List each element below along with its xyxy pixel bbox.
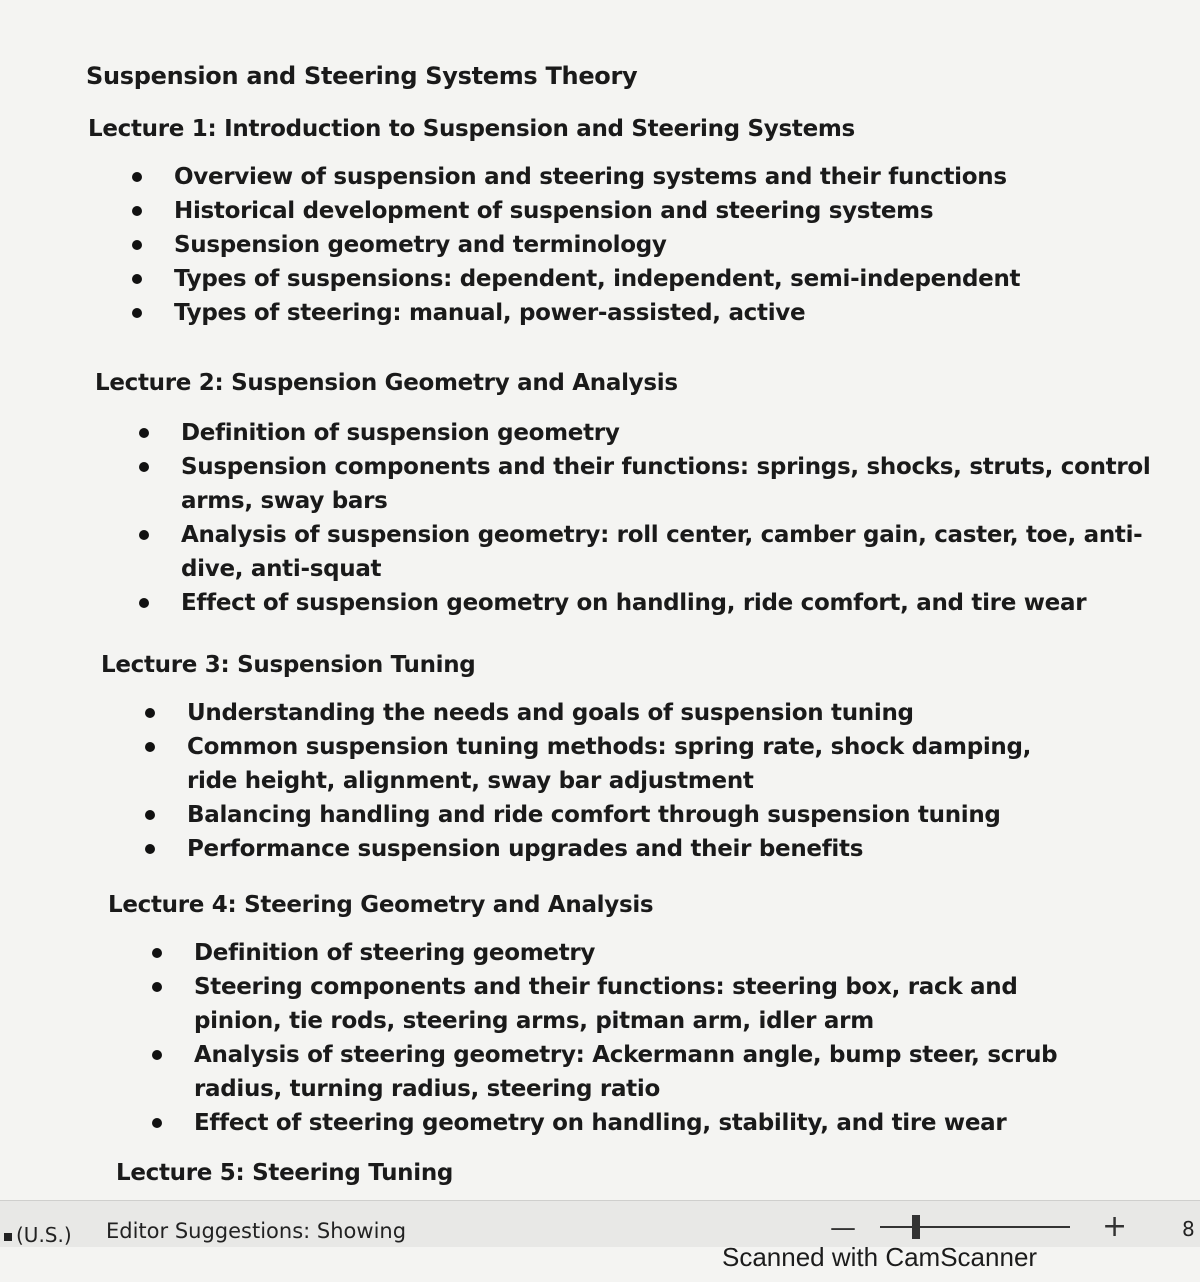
bullet-icon bbox=[139, 428, 149, 438]
bullet-icon bbox=[132, 308, 142, 318]
bullet-list bbox=[152, 936, 1092, 1140]
camscanner-watermark: Scanned with CamScanner bbox=[722, 1242, 1038, 1272]
bullet-icon bbox=[132, 240, 142, 250]
bullet-icon bbox=[145, 708, 155, 718]
lecture-heading: Lecture 3: Suspension Tuning bbox=[101, 652, 476, 678]
list-item: Suspension geometry and terminology bbox=[132, 228, 1128, 262]
bullet-icon bbox=[145, 844, 155, 854]
bullet-list bbox=[145, 696, 1045, 866]
bullet-icon bbox=[152, 1050, 162, 1060]
document-title: Suspension and Steering Systems Theory bbox=[86, 62, 638, 90]
lecture-4 bbox=[108, 892, 1158, 1140]
bullet-icon bbox=[152, 1118, 162, 1128]
list-item: Effect of steering geometry on handling, stability, and tire wear bbox=[152, 1106, 1092, 1140]
zoom-slider-thumb[interactable] bbox=[912, 1215, 920, 1239]
zoom-in-button[interactable]: + bbox=[1102, 1209, 1128, 1244]
bullet-icon bbox=[139, 462, 149, 472]
list-item: Performance suspension upgrades and their benefits bbox=[145, 832, 1045, 866]
zoom-slider-track[interactable] bbox=[880, 1226, 1070, 1228]
editor-suggestions-status[interactable]: Editor Suggestions: Showing bbox=[106, 1219, 407, 1243]
status-bar bbox=[0, 1200, 1200, 1247]
lecture-1 bbox=[88, 116, 1128, 330]
list-item: Overview of suspension and steering systems and their functions bbox=[132, 160, 1128, 194]
zoom-out-button[interactable]: — bbox=[830, 1213, 856, 1243]
lecture-heading: Lecture 4: Steering Geometry and Analysis bbox=[108, 892, 654, 918]
list-item: Common suspension tuning methods: spring rate, shock damping, ride height, alignment, sway bar adjustment bbox=[145, 730, 1045, 798]
bullet-icon bbox=[132, 274, 142, 284]
lecture-5 bbox=[116, 1160, 1016, 1186]
lecture-2 bbox=[95, 370, 1165, 620]
list-item: Steering components and their functions: steering box, rack and pinion, tie rods, steering arms, pitman arm, idler arm bbox=[152, 970, 1092, 1038]
list-item: Types of steering: manual, power-assisted, active bbox=[132, 296, 1128, 330]
list-item: Historical development of suspension and steering systems bbox=[132, 194, 1128, 228]
lecture-3 bbox=[101, 652, 1151, 866]
bullet-icon bbox=[132, 206, 142, 216]
bullet-icon bbox=[132, 172, 142, 182]
bullet-list bbox=[139, 416, 1159, 620]
bullet-icon bbox=[152, 948, 162, 958]
list-item: Analysis of steering geometry: Ackermann angle, bump steer, scrub radius, turning radius, steering ratio bbox=[152, 1038, 1092, 1106]
bullet-icon bbox=[145, 810, 155, 820]
language-indicator[interactable]: (U.S.) bbox=[4, 1223, 72, 1247]
list-item: Balancing handling and ride comfort through suspension tuning bbox=[145, 798, 1045, 832]
list-item: Types of suspensions: dependent, independent, semi-independent bbox=[132, 262, 1128, 296]
list-item: Definition of suspension geometry bbox=[139, 416, 1159, 450]
bullet-icon bbox=[152, 982, 162, 992]
bullet-icon bbox=[145, 742, 155, 752]
list-item: Analysis of suspension geometry: roll center, camber gain, caster, toe, anti-dive, anti-squat bbox=[139, 518, 1159, 586]
lecture-heading: Lecture 5: Steering Tuning bbox=[116, 1160, 454, 1186]
lecture-heading: Lecture 1: Introduction to Suspension and Steering Systems bbox=[88, 116, 855, 142]
zoom-level[interactable]: 8 bbox=[1182, 1217, 1195, 1241]
bullet-list bbox=[132, 160, 1128, 330]
list-item: Definition of steering geometry bbox=[152, 936, 1092, 970]
lecture-heading: Lecture 2: Suspension Geometry and Analysis bbox=[95, 370, 678, 396]
language-marker-icon bbox=[4, 1233, 12, 1241]
list-item: Understanding the needs and goals of suspension tuning bbox=[145, 696, 1045, 730]
list-item: Effect of suspension geometry on handling, ride comfort, and tire wear bbox=[139, 586, 1159, 620]
bullet-icon bbox=[139, 598, 149, 608]
list-item: Suspension components and their functions: springs, shocks, struts, control arms, sway bars bbox=[139, 450, 1159, 518]
bullet-icon bbox=[139, 530, 149, 540]
